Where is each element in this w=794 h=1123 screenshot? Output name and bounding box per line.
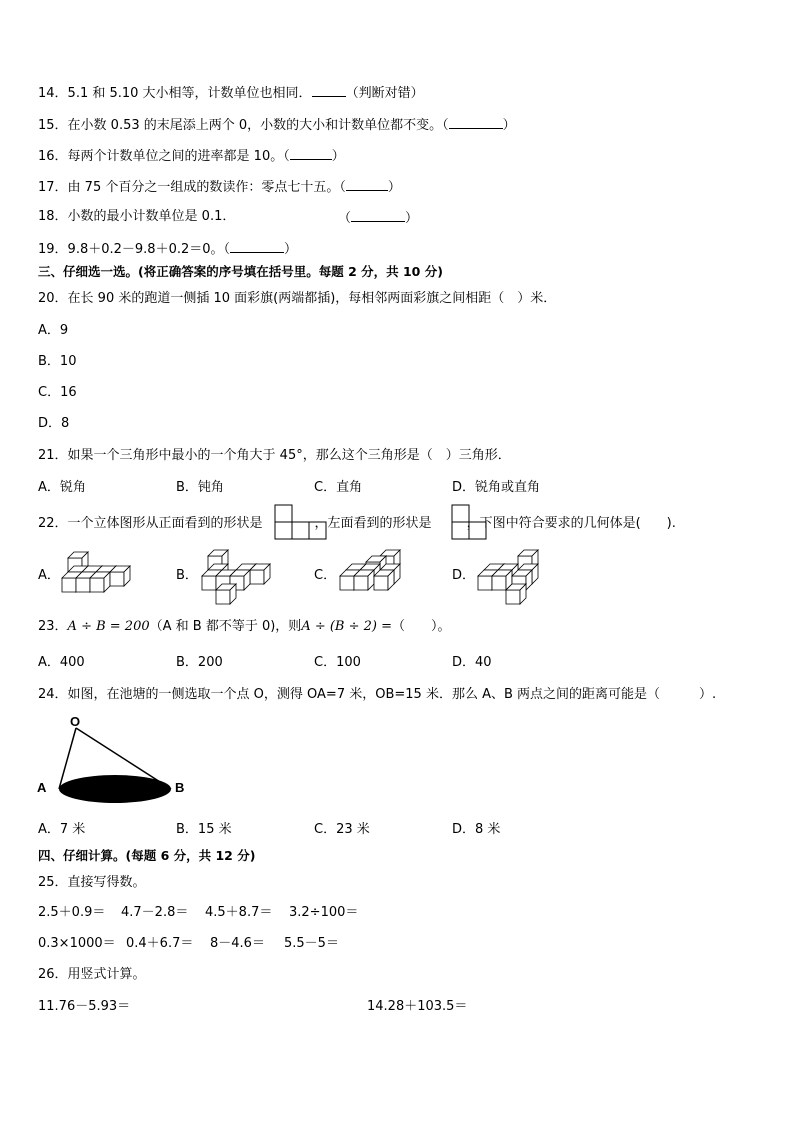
answer-blank[interactable] (346, 178, 388, 191)
answer-blank[interactable] (449, 116, 503, 129)
answer-blank[interactable] (230, 240, 284, 253)
question-21-option-a[interactable]: A．锐角 (38, 480, 86, 495)
section-4-heading: 四、仔细计算。(每题 6 分，共 12 分) (38, 848, 256, 863)
question-20-option-c[interactable]: C．16 (38, 385, 77, 400)
question-20-option-a[interactable]: A．9 (38, 323, 69, 338)
question-21-text: 21．如果一个三角形中最小的一个角大于 45°，那么这个三角形是（ ）三角形． (38, 448, 511, 463)
question-18-suffix: ） (405, 211, 419, 226)
question-16-text: 16．每两个计数单位之间的进率都是 10。（ (38, 149, 290, 164)
question-23-option-a[interactable]: A．400 (38, 655, 85, 670)
question-14-text: 14．5.1 和 5.10 大小相等，计数单位也相同． (38, 86, 312, 101)
label-a: A (37, 780, 47, 795)
question-22-option-b[interactable]: B． (176, 568, 198, 583)
question-23-formula: A ÷ B = 200 (67, 619, 150, 634)
label-b: B (175, 780, 185, 795)
solid-figure-a (62, 552, 132, 596)
section-3-heading: 三、仔细选一选。(将正确答案的序号填在括号里。每题 2 分，共 10 分) (38, 264, 443, 279)
calc-item: 3.2÷100＝ (289, 905, 359, 920)
question-15 (38, 116, 516, 134)
question-24-option-a[interactable]: A．7 米 (38, 822, 86, 837)
question-22-option-a[interactable]: A． (38, 568, 60, 583)
answer-blank[interactable] (290, 147, 332, 160)
answer-blank[interactable] (312, 84, 346, 97)
calc-item: 2.5＋0.9＝ (38, 905, 106, 920)
question-23-suffix: （ ）。 (392, 619, 451, 634)
question-21-option-d[interactable]: D．锐角或直角 (452, 480, 541, 495)
question-16 (38, 147, 345, 165)
question-17-suffix: ） (387, 180, 401, 195)
question-21-option-b[interactable]: B．钝角 (176, 480, 224, 495)
question-17 (38, 178, 401, 196)
question-14-suffix: （判断对错） (345, 86, 424, 101)
question-23-option-d[interactable]: D．40 (452, 655, 492, 670)
question-18-answer (338, 209, 418, 227)
question-22-part2: ，左面看到的形状是 (314, 516, 432, 531)
question-23-text (38, 619, 451, 635)
question-18-text: 18．小数的最小计数单位是 0.1． (38, 209, 236, 224)
calc-item: 0.4＋6.7＝ (126, 936, 194, 951)
question-23-option-b[interactable]: B．200 (176, 655, 223, 670)
question-23-prefix: 23． (38, 619, 68, 634)
question-14 (38, 84, 424, 102)
question-18-prefix: （ (338, 211, 352, 226)
question-19-text: 19．9.8＋0.2－9.8＋0.2＝0。（ (38, 242, 231, 257)
question-24-text: 24．如图，在池塘的一侧选取一个点 O，测得 OA=7 米，OB=15 米．那么 A、B 两点之间的距离可能是（ ）. (38, 687, 717, 702)
question-15-text: 15．在小数 0.53 的末尾添上两个 0，小数的大小和计数单位都不变。（ (38, 118, 449, 133)
question-24-option-b[interactable]: B．15 米 (176, 822, 232, 837)
vertical-calc-item: 14.28＋103.5＝ (367, 999, 468, 1014)
question-19 (38, 240, 297, 258)
calc-item: 8－4.6＝ (210, 936, 265, 951)
question-22-part3: ，下图中符合要求的几何体是( ). (466, 516, 676, 531)
question-20-text: 20．在长 90 米的跑道一侧插 10 面彩旗(两端都插)，每相邻两面彩旗之间相距（ ）米． (38, 291, 557, 306)
answer-blank[interactable] (351, 209, 405, 222)
question-24-option-d[interactable]: D．8 米 (452, 822, 501, 837)
solid-figure-d (478, 550, 548, 600)
question-22-option-c[interactable]: C． (314, 568, 337, 583)
question-23-option-c[interactable]: C．100 (314, 655, 361, 670)
question-25-text: 25．直接写得数。 (38, 875, 146, 890)
question-23-formula2: A ÷ (B ÷ 2) = (301, 619, 393, 634)
question-16-suffix: ） (331, 149, 345, 164)
calc-item: 4.5＋8.7＝ (205, 905, 273, 920)
question-21-option-c[interactable]: C．直角 (314, 480, 363, 495)
solid-figure-c (340, 550, 410, 600)
question-20-option-d[interactable]: D．8 (38, 416, 70, 431)
calc-item: 5.5－5＝ (284, 936, 339, 951)
calc-item: 0.3×1000＝ (38, 936, 116, 951)
calc-item: 4.7－2.8＝ (121, 905, 189, 920)
question-18 (38, 209, 235, 225)
question-26-text: 26．用竖式计算。 (38, 967, 146, 982)
question-15-suffix: ） (502, 118, 516, 133)
front-view-diagram (274, 504, 328, 540)
question-22-text (38, 516, 676, 532)
pond-diagram (34, 714, 214, 814)
solid-figure-b (202, 550, 272, 600)
vertical-calc-item: 11.76－5.93＝ (38, 999, 131, 1014)
left-view-diagram (451, 504, 488, 540)
question-20-option-b[interactable]: B．10 (38, 354, 77, 369)
question-24-option-c[interactable]: C．23 米 (314, 822, 370, 837)
question-22-part1: 22．一个立体图形从正面看到的形状是 (38, 516, 263, 531)
question-23-middle: （A 和 B 都不等于 0)，则 (149, 619, 302, 634)
question-22-option-d[interactable]: D． (452, 568, 476, 583)
label-o: O (70, 714, 81, 729)
question-19-suffix: ） (284, 242, 298, 257)
question-17-text: 17．由 75 个百分之一组成的数读作：零点七十五。（ (38, 180, 346, 195)
